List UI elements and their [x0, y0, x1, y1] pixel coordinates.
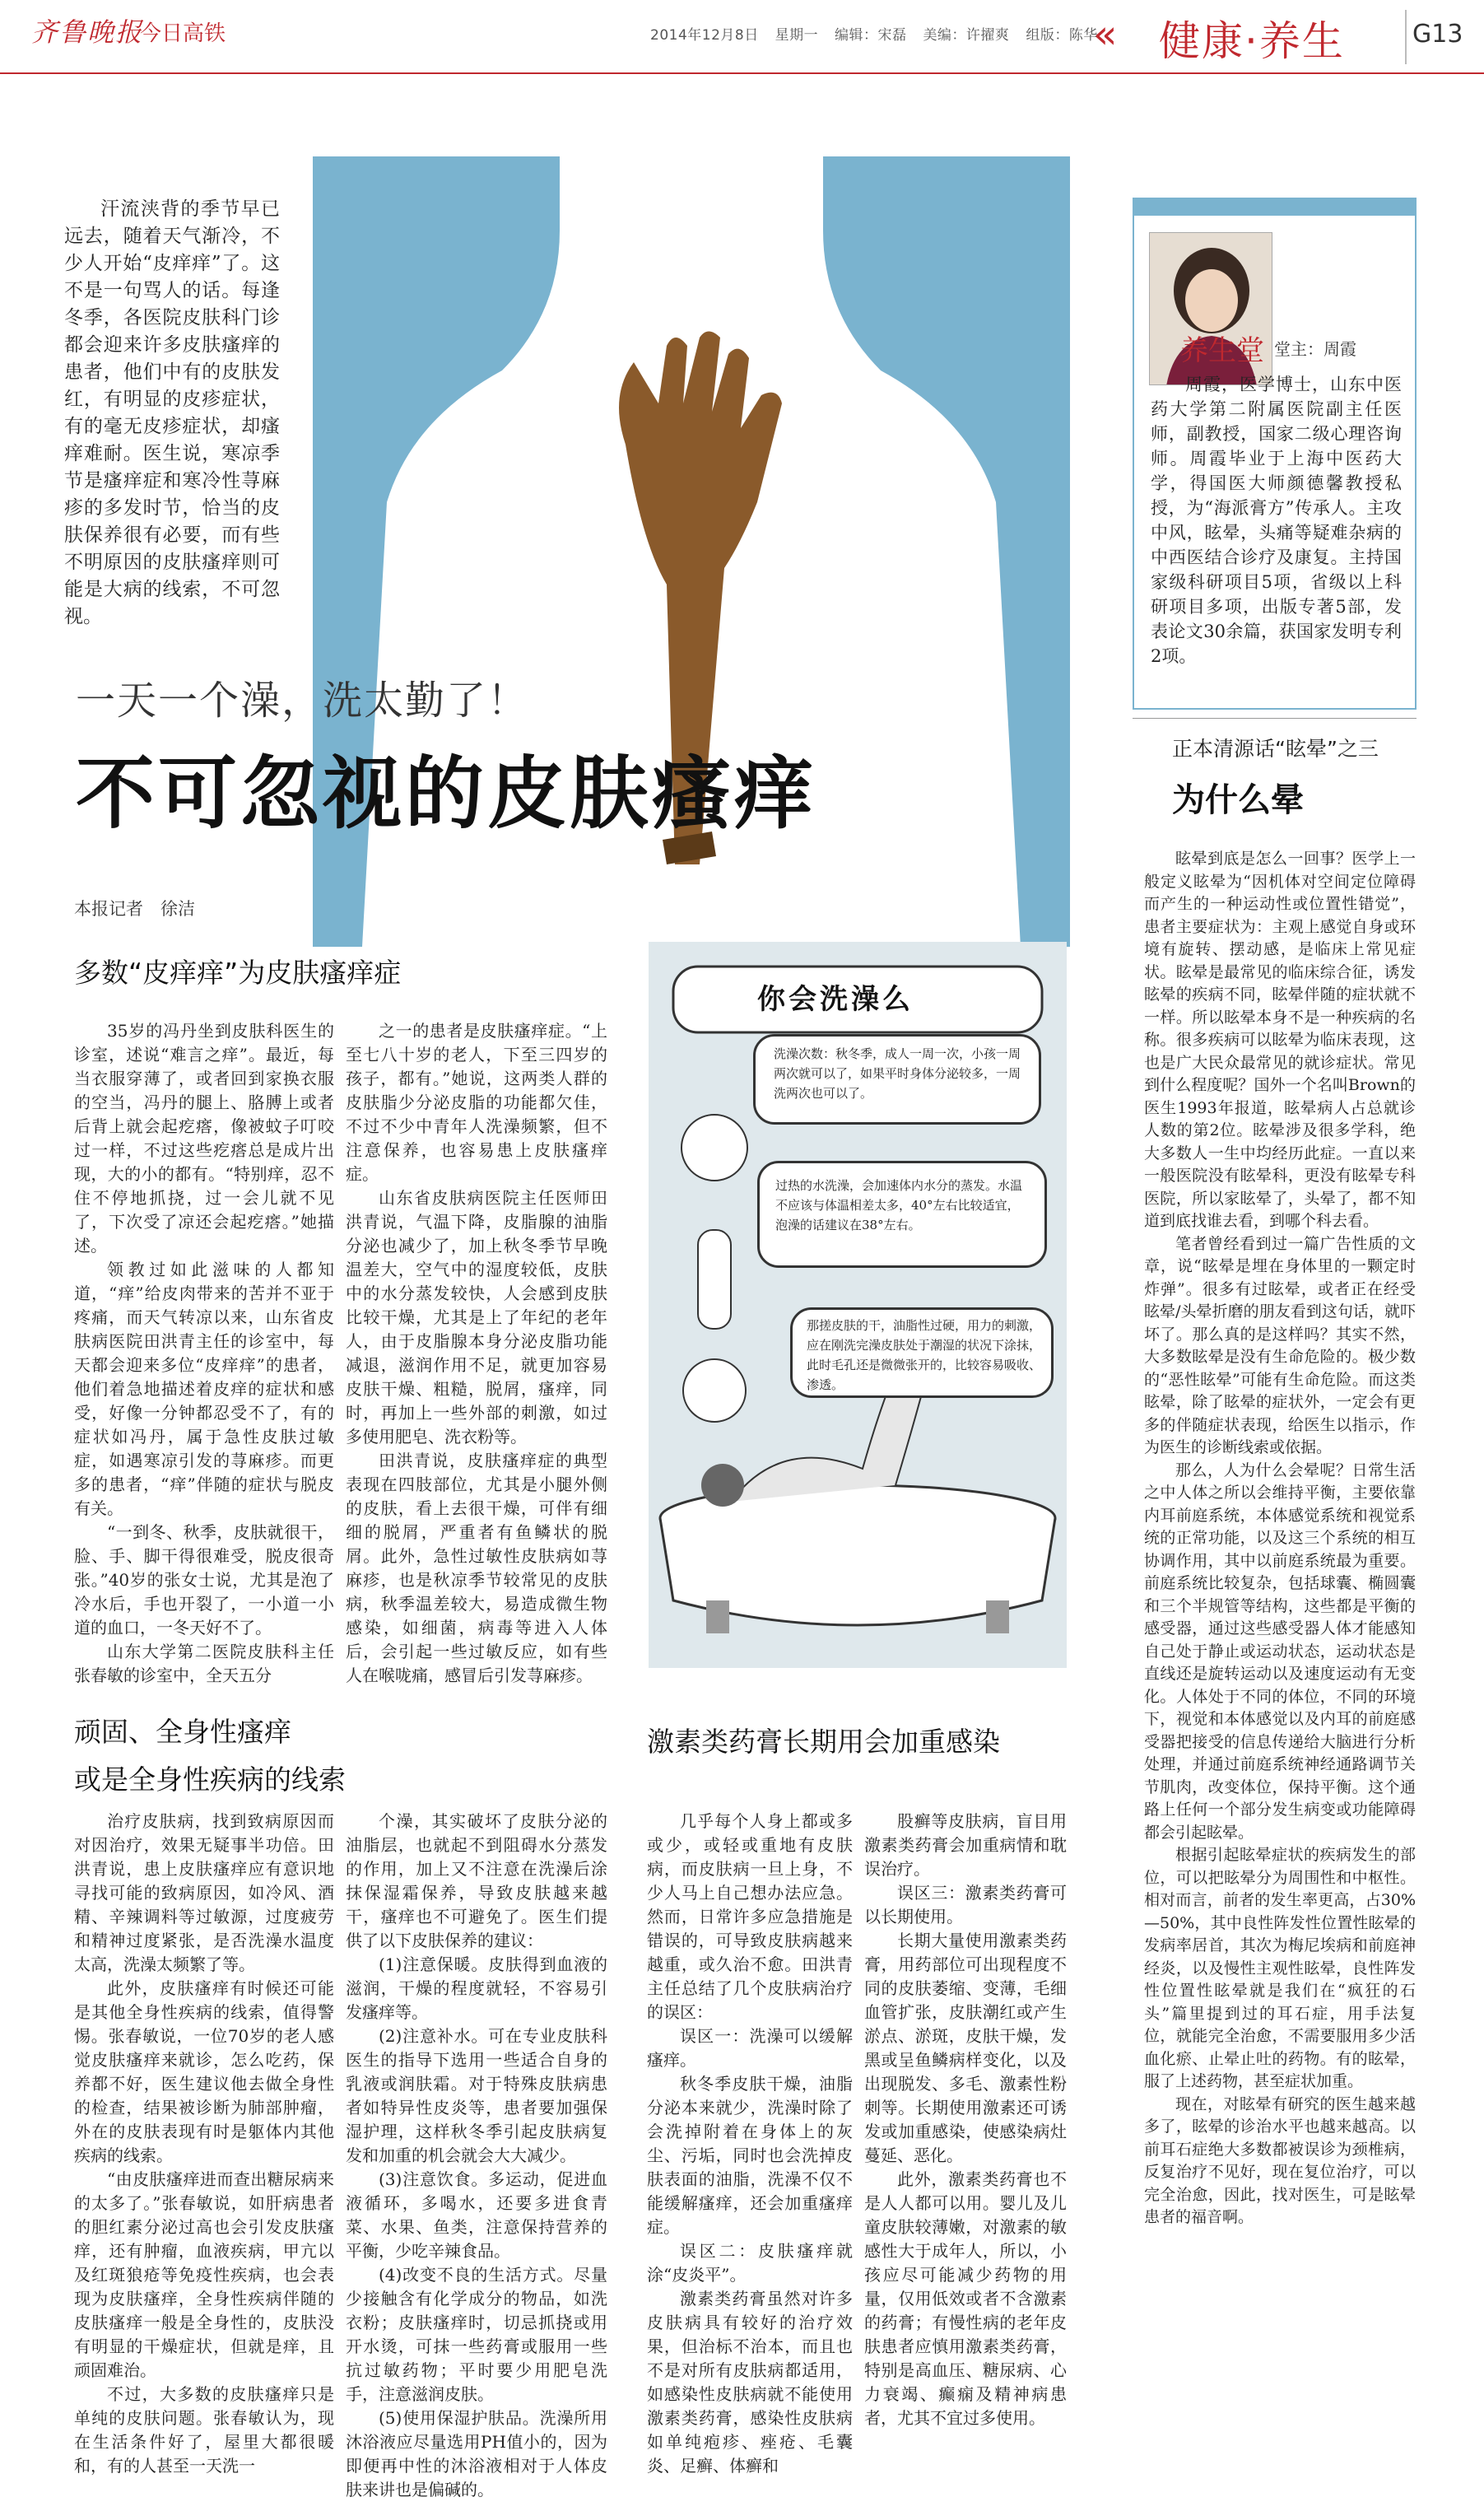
column-title-b: 养生	[1258, 17, 1345, 65]
paragraph: 领教过如此滋味的人都知道，“痒”给皮肉带来的苦并不亚于疼痛，而天气转凉以来，山东省皮肤病医院田洪青主任的诊室中，每天都会迎来多位“皮痒痒”的患者，他们着急地描述着皮痒的症状和感受，好像一分钟都忍受不了，有的症状如冯丹，属于急性皮肤过敏症，如遇寒凉引发的荨麻疹。而更多的患者，“痒”伴随的症状与脱皮有关。	[74, 1260, 334, 1518]
chevron-left-icon: «	[1093, 12, 1118, 58]
paragraph: 误区一：洗澡可以缓解瘙痒。	[647, 2026, 853, 2070]
paragraph: 那么，人为什么会晕呢？日常生活之中人体之所以会维持平衡，主要依靠内耳前庭系统，本体感觉系统和视觉系统的正常功能，以及这三个系统的相互协调作用，其中以前庭系统最为重要。前庭系统比较复杂，包括球囊、椭圆囊和三个半规管等结构，这些都是平衡的感受器，通过这些感受器人体才能感知自己处于静止或运动状态，运动状态是直线还是旋转运动以及速度运动有无变化。人体处于不同的体位，不同的环境下，视觉和本体感觉以及内耳的前庭感受器把接受的信息传递给大脑进行分析处理，并通过前庭系统神经通路调节关节肌肉，改变体位，保持平衡。这个通路上任何一个部分发生病变或功能障碍都会引起眩晕。	[1144, 1460, 1416, 1842]
paragraph: 误区三：激素类药膏可以长期使用。	[864, 1883, 1067, 1926]
section2-heading-line1: 顽固、全身性瘙痒	[74, 1716, 291, 1748]
column-name: 养生堂	[1180, 334, 1264, 367]
sidebar-title: 为什么晕	[1172, 781, 1304, 819]
paragraph: 山东省皮肤病医院主任医师田洪青说，气温下降，皮脂腺的油脂分泌也减少了，加上秋冬季节早晚温差大，空气中的湿度较低，皮肤中的水分蒸发较快，人会感到皮肤比较干燥，尤其是上了年纪的老年人，由于皮脂腺本身分泌皮脂功能减退，滋润作用不足，就更加容易皮肤干燥、粗糙，脱屑，瘙痒，同时，再加上一些外部的刺激，如过多使用肥皂、洗衣粉等。	[346, 1188, 607, 1447]
issue-weekday: 星期一	[775, 27, 819, 44]
host-bio: 周霞，医学博士，山东中医药大学第二附属医院副主任医师，副教授，国家二级心理咨询师。周霞毕业于上海中医药大学，得国医大师颜德馨教授私授，为“海派膏方”传承人。主攻中风，眩晕，头痛等疑难杂病的中西医结合诊疗及康复。主持国家级科研项目5项，省级以上科研项目多项，出版专著5部，发表论文30余篇，获国家发明专利2项。	[1151, 375, 1402, 666]
section2-col1	[74, 1810, 334, 2478]
sidebar-body	[1144, 848, 1416, 2229]
paragraph: 田洪青说，皮肤瘙痒症的典型表现在四肢部位，尤其是小腿外侧的皮肤，看上去很干燥，可伴有细细的脱屑，严重者有鱼鳞状的脱屑。此外，急性过敏性皮肤病如荨麻疹，也是秋凉季节较常见的皮肤病，秋季温差较大，易造成微生物感染，如细菌，病毒等进入人体后，会引起一些过敏反应，如有些人在喉咙痛，感冒后引发荨麻疹。	[346, 1451, 607, 1685]
designer-credit: 美编：许擢爽	[923, 27, 1010, 44]
column-host: 堂主：周霞	[1274, 339, 1356, 359]
newspaper-logo: 齐鲁晚报	[31, 16, 144, 48]
section2-heading-line2: 或是全身性疾病的线索	[74, 1763, 346, 1796]
section1-heading: 多数“皮痒痒”为皮肤瘙痒症	[74, 957, 402, 989]
section-label: 今日高铁	[140, 21, 226, 46]
paragraph: 激素类药膏虽然对许多皮肤病具有较好的治疗效果，但治标不治本，而且也不是对所有皮肤病都适用，如感染性皮肤病就不能使用激素类药膏，感染性皮肤病如单纯疱疹、痤疮、毛囊炎、足癣、体癣和	[647, 2289, 853, 2476]
section3-heading: 激素类药膏长期用会加重感染	[647, 1726, 1000, 1758]
page-number: G13	[1412, 20, 1463, 49]
paragraph: 长期大量使用激素类药膏，用药部位可出现程度不同的皮肤萎缩、变薄，毛细血管扩张，皮肤潮红或产生淤点、淤斑，皮肤干燥，发黑或呈鱼鳞病样变化，以及出现脱发、多毛、激素性粉刺等。长期使用激素还可诱发或加重感染，使感染病灶蔓延、恶化。	[864, 1931, 1067, 2165]
header-rule	[0, 72, 1484, 74]
sidebar-kicker: 正本清源话“眩晕”之三	[1172, 737, 1379, 761]
paragraph: 笔者曾经看到过一篇广告性质的文章，说“眩晕是埋在身体里的一颗定时炸弹”。很多有过眩晕，或者正在经受眩晕/头晕折磨的朋友看到这句话，就吓坏了。那么真的是这样吗？其实不然，大多数眩晕是没有生命危险的。极少数的“恶性眩晕”可能有生命危险。而这类眩晕，除了眩晕的症状外，一定会有更多的伴随症状表现，给医生以指示，作为医生的诊断线索或依据。	[1144, 1234, 1416, 1456]
hero-subtitle: 一天一个澡，洗太勤了！	[76, 678, 529, 724]
byline: 本报记者 徐洁	[74, 899, 195, 919]
sidebar-divider	[1133, 718, 1417, 719]
section3-col2	[864, 1810, 1067, 2430]
paragraph: (2)注意补水。可在专业皮肤科医生的指导下选用一些适合自身的乳液或润肤霜。对于特殊皮肤病患者如特异性皮炎等，患者要加强保湿护理，这样秋冬季引起皮肤病复发和加重的机会就会大大减少。	[346, 2026, 607, 2165]
section1-col1	[74, 1019, 334, 1688]
paragraph: “由皮肤瘙痒进而查出糖尿病来的太多了。”张春敏说，如肝病患者的胆红素分泌过高也会引发皮肤瘙痒，还有肿瘤，血液疾病，甲亢以及红斑狼疮等免疫性疾病，也会表现为皮肤瘙痒，全身性疾病伴随的皮肤瘙痒一般是全身性的，皮肤没有明显的干燥症状，但就是痒，且顽固难治。	[74, 2169, 334, 2380]
paragraph: (1)注意保暖。皮肤得到血液的滋润，干燥的程度就轻，不容易引发瘙痒等。	[346, 1954, 607, 2022]
tip-text-1: 洗澡次数：秋冬季，成人一周一次，小孩一周两次就可以了，如果平时身体分泌较多，一周洗两次也可以了。	[774, 1046, 1021, 1101]
paragraph: 治疗皮肤病，找到致病原因而对因治疗，效果无疑事半功倍。田洪青说，患上皮肤瘙痒应有意识地寻找可能的致病原因，如冷风、酒精、辛辣调料等过敏源，过度疲劳和精神过度紧张，是否洗澡水温度太高，洗澡太频繁了等。	[74, 1811, 334, 1974]
paragraph: 之一的患者是皮肤瘙痒症。“上至七八十岁的老人，下至三四岁的孩子，都有。”她说，这两类人群的皮肤脂少分泌皮脂的功能都欠佳，不过不少中青年人洗澡频繁，但不注意保养，也容易患上皮肤瘙痒症。	[346, 1021, 607, 1184]
sidebar-top-bar	[1133, 198, 1417, 216]
paragraph: 个澡，其实破坏了皮肤分泌的油脂层，也就起不到阻碍水分蒸发的作用，加上又不注意在洗澡后涂抹保湿霜保养，导致皮肤越来越干，瘙痒也不可避免了。医生们提供了以下皮肤保养的建议：	[346, 1811, 607, 1950]
issue-date: 2014年12月8日	[650, 27, 759, 44]
paragraph: (3)注意饮食。多运动，促进血液循环，多喝水，还要多进食青菜、水果、鱼类，注意保持营养的平衡，少吃辛辣食品。	[346, 2169, 607, 2261]
paragraph: 山东大学第二医院皮肤科主任张春敏的诊室中，全天五分	[74, 1642, 334, 1685]
paragraph: 此外，激素类药膏也不是人人都可以用。婴儿及儿童皮肤较薄嫩，对激素的敏感性大于成年人，所以，小孩应尽可能减少药物的用量，仅用低效或者不含激素的药膏；有慢性病的老年皮肤患者应慎用激素类药膏，特别是高血压、糖尿病、心力衰竭、癫痫及精神病患者，尤其不宜过多使用。	[864, 2169, 1067, 2428]
hero-intro: 汗流浃背的季节早已远去，随着天气渐冷，不少人开始“皮痒痒”了。这不是一句骂人的话。每逢冬季，各医院皮肤科门诊都会迎来许多皮肤瘙痒的患者，他们中有的皮肤发红，有明显的皮疹症状，有的毫无皮疹症状，却瘙痒难耐。医生说，寒凉季节是瘙痒症和寒冷性荨麻疹的多发时节，恰当的皮肤保养很有必要，而有些不明原因的皮肤瘙痒则可能是大病的线索，不可忽视。	[64, 198, 280, 627]
hero-title: 不可忽视的皮肤瘙痒	[76, 748, 816, 840]
paragraph: 根据引起眩晕症状的疾病发生的部位，可以把眩晕分为周围性和中枢性。相对而言，前者的发生率更高，占30%—50%，其中良性阵发性位置性眩晕的发病率居首，其次为梅尼埃病和前庭神经炎，以及慢性主观性眩晕，良性阵发性位置性眩晕就是我们在“疯狂的石头”篇里提到过的耳石症，用手法复位，就能完全治愈，不需要服用多少活血化瘀、止晕止吐的药物。有的眩晕，服了上述药物，甚至症状加重。	[1144, 1846, 1416, 2090]
layout-credit: 组版：陈华	[1026, 27, 1098, 44]
paragraph: (5)使用保湿护肤品。洗澡所用沐浴液应尽量选用PH值小的，因为即便再中性的沐浴液相对于人体皮肤来讲也是偏碱的。	[346, 2408, 607, 2499]
paragraph: (4)改变不良的生活方式。尽量少接触含有化学成分的物品，如洗衣粉；皮肤瘙痒时，切忌抓挠或用开水烫，可抹一些药膏或服用一些抗过敏药物；平时要少用肥皂洗手，注意滋润皮肤。	[346, 2265, 607, 2404]
paragraph: 误区二：皮肤瘙痒就涂“皮炎平”。	[647, 2241, 853, 2285]
paragraph: “一到冬、秋季，皮肤就很干，脸、手、脚干得很难受，脱皮很奇张。”40岁的张女士说，尤其是泡了冷水后，手也开裂了，一小道一小道的血口，一冬天好不了。	[74, 1522, 334, 1638]
paragraph: 秋冬季皮肤干燥，油脂分泌本来就少，洗澡时除了会洗掉附着在身体上的灰尘、污垢，同时也会洗掉皮肤表面的油脂，洗澡不仅不能缓解瘙痒，还会加重瘙痒症。	[647, 2074, 853, 2237]
column-title-sep: ·	[1244, 17, 1259, 65]
tip-text-2: 过热的水洗澡，会加速体内水分的蒸发。水温不应该与体温相差太多，40°左右比较适宜，泡澡的话建议在38°左右。	[775, 1178, 1023, 1232]
section1-col2	[346, 1019, 607, 1688]
paragraph: 几乎每个人身上都或多或少，或轻或重地有皮肤病，而皮肤病一旦上身，不少人马上自己想办法应急。然而，日常许多应急措施是错误的，可导致皮肤病越来越重，或久治不愈。田洪青主任总结了几个皮肤病治疗的误区：	[647, 1811, 853, 2022]
section2-col2	[346, 1810, 607, 2502]
illustration-title: 你会洗澡么	[757, 983, 914, 1016]
column-title	[1159, 8, 1345, 68]
tip-text-3: 那搓皮肤的干，油脂性过硬，用力的刺激，应在刚洗完澡皮肤处于潮湿的状况下涂抹，此时毛孔还是微微张开的，比较容易吸收、渗透。	[807, 1318, 1042, 1392]
paragraph: 35岁的冯丹坐到皮肤科医生的诊室，述说“难言之痒”。最近，每当衣服穿薄了，或者回到家换衣服的空当，冯丹的腿上、胳膊上或者后背上就会起疙瘩，像被蚊子叮咬过一样，不过这些疙瘩总是成片出现，大的小的都有。“特别痒，忍不住不停地抓挠，过一会儿就不见了，下次受了凉还会起疙瘩。”她描述。	[74, 1021, 334, 1256]
paragraph: 股癣等皮肤病，盲目用激素类药膏会加重病情和耽误治疗。	[864, 1811, 1067, 1879]
editor-credit: 编辑：宋磊	[835, 27, 907, 44]
header-divider	[1405, 10, 1407, 64]
paragraph: 眩晕到底是怎么一回事？医学上一般定义眩晕为“因机体对空间定位障碍而产生的一种运动性或位置性错觉”，患者主要症状为：主观上感觉自身或环境有旋转、摆动感，是临床上常见症状。眩晕是最常见的临床综合征，诱发眩晕的疾病不同，眩晕伴随的症状就不一样。所以眩晕本身不是一种疾病的名称。很多疾病可以眩晕为临床表现，这也是广大民众最常见的就诊症状。常见到什么程度呢？国外一个名叫Brown的医生1993年报道，眩晕病人占总就诊人数的第2位。眩晕涉及很多学科，绝大多数人一生中均经历此症。一直以来一般医院没有眩晕科，更没有眩晕专科医院，所以家眩晕了，头晕了，都不知道到底找谁去看，到哪个科去看。	[1144, 850, 1416, 1230]
paragraph: 现在，对眩晕有研究的医生越来越多了，眩晕的诊治水平也越来越高。以前耳石症绝大多数都被误诊为颈椎病，反复治疗不见好，现在复位治疗，可以完全治愈，因此，找对医生，可是眩晕患者的福音啊。	[1144, 2094, 1416, 2226]
section3-col1	[647, 1810, 853, 2478]
paragraph: 此外，皮肤瘙痒有时候还可能是其他全身性疾病的线索，值得警惕。张春敏说，一位70岁的老人感觉皮肤瘙痒来就诊，怎么吃药，保养都不好，医生建议他去做全身性的检查，结果被诊断为肺部肿瘤，外在的皮肤表现有时是躯体内其他疾病的线索。	[74, 1978, 334, 2165]
column-title-a: 健康	[1159, 17, 1244, 65]
issue-meta	[650, 23, 1110, 44]
paragraph: 不过，大多数的皮肤瘙痒只是单纯的皮肤问题。张春敏认为，现在生活条件好了，屋里大都很暖和，有的人甚至一天洗一	[74, 2384, 334, 2476]
